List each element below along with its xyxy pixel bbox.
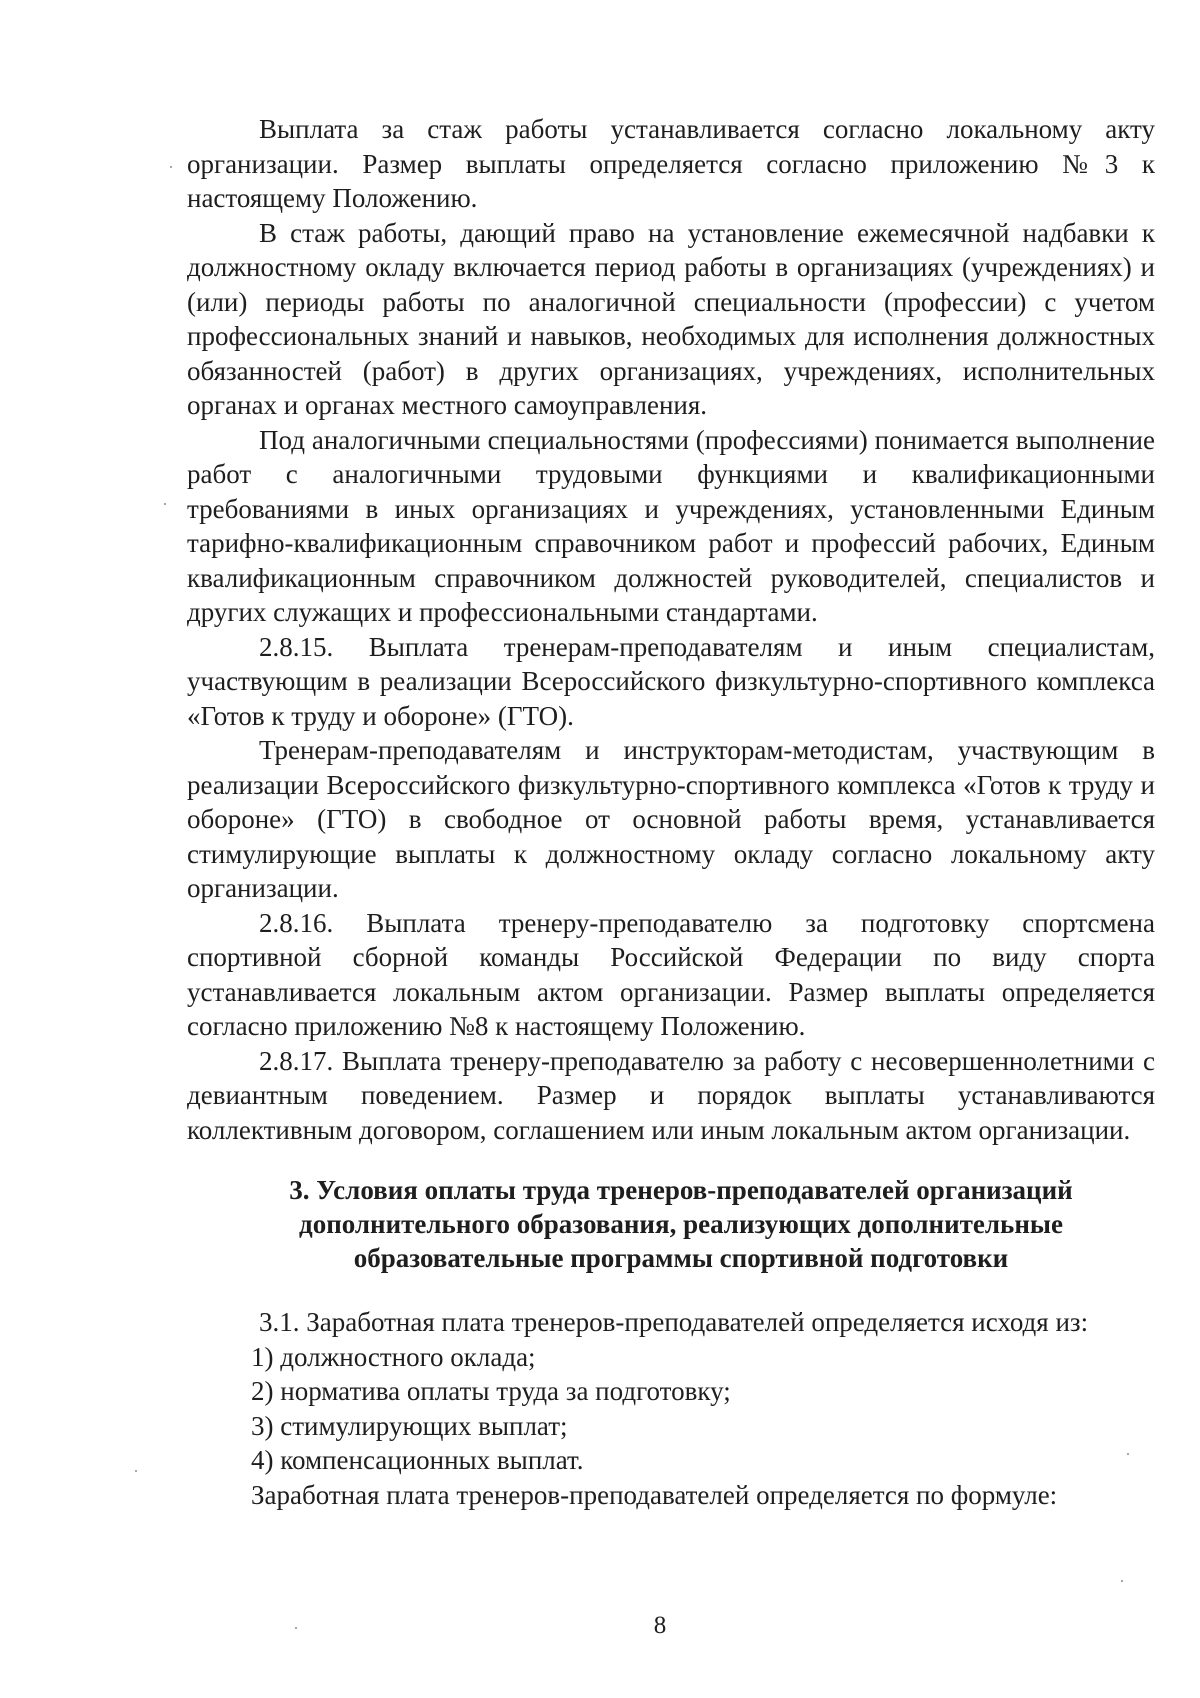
scan-speck — [164, 503, 166, 505]
closing-formula-line: Заработная плата тренеров-преподавателей определяется по формуле: — [251, 1479, 1058, 1510]
list-item: 3) стимулирующих выплат; — [251, 1410, 568, 1441]
document-page — [187, 112, 1155, 1512]
scan-speck — [295, 1627, 297, 1629]
paragraph-seniority-period: В стаж работы, дающий право на установление ежемесячной надбавки к должностному окладу включается период работы в организациях (учреждениях) и (или) периоды работы по аналогичной специальности (профессии) с учетом профессиональных знаний и навыков, необходимых для исполнения должностных обязанностей (работ) в других организациях, учреждениях, исполнительных органах и органах местного самоуправления. — [187, 217, 1155, 420]
paragraph-2-8-15: 2.8.15. Выплата тренерам-преподавателям и иным специалистам, участвующим в реализации Всероссийского физкультурно-спортивного комплекса «Готов к труду и обороне» (ГТО). — [187, 631, 1155, 731]
section-spacer — [187, 1275, 1155, 1305]
list-item: 4) компенсационных выплат. — [251, 1445, 584, 1475]
list-item: 1) должностного оклада; — [251, 1341, 536, 1372]
section-3-heading: 3. Условия оплаты труда тренеров-преподавателей организаций дополнительного образования, реализующих дополнительные образовательные программы спортивной подготовки — [289, 1175, 1073, 1273]
paragraph-2-8-16: 2.8.16. Выплата тренеру-преподавателю за подготовку спортсмена спортивной сборной команды Российской Федерации по виду спорта устанавливается локальным актом организации. Размер выплаты определяется согласно приложению №8 к настоящему Положению. — [187, 907, 1155, 1041]
section-3-1-intro: 3.1. Заработная плата тренеров-преподавателей определяется исходя из: — [259, 1307, 1089, 1337]
paragraph-gto-stimulus: Тренерам-преподавателям и инструкторам-методистам, участвующим в реализации Всероссийского физкультурно-спортивного комплекса «Готов к труду и обороне» (ГТО) в свободное от основной работы время, устанавливается стимулирующие выплаты к должностному окладу согласно локальному акту организации. — [187, 735, 1155, 903]
paragraph-2-8-17: 2.8.17. Выплата тренеру-преподавателю за работу с несовершеннолетними с девиантным поведением. Размер и порядок выплаты устанавливаются коллективным договором, соглашением или иным локальным актом организации. — [187, 1045, 1155, 1145]
scan-speck — [1121, 1580, 1123, 1582]
page-number: 8 — [653, 1612, 667, 1639]
paragraph-seniority-payment: Выплата за стаж работы устанавливается согласно локальному акту организации. Размер выплаты определяется согласно приложению №3 к настоящему Положению. — [187, 114, 1155, 213]
scan-speck — [170, 166, 172, 168]
paragraph-analogous-specialties: Под аналогичными специальностями (профессиями) понимается выполнение работ с аналогичными трудовыми функциями и квалификационными требованиями в иных организациях и учреждениях, установленными Единым тарифно-квалификационным справочником работ и профессий рабочих, Единым квалификационным справочником должностей руководителей, специалистов и других служащих и профессиональными стандартами. — [187, 424, 1155, 627]
list-item: 2) норматива оплаты труда за подготовку; — [251, 1376, 731, 1406]
scan-speck — [1127, 1453, 1129, 1455]
scan-speck — [135, 1470, 137, 1472]
